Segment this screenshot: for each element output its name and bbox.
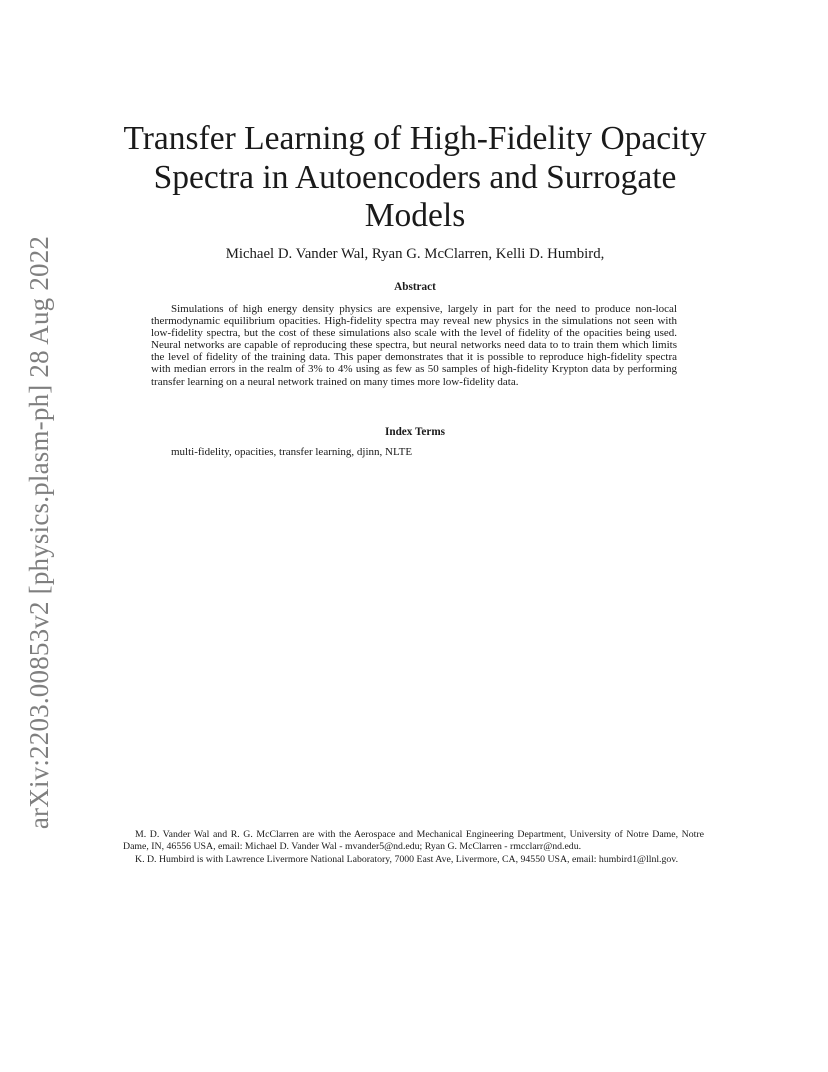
abstract-text: Simulations of high energy density physics are expensive, largely in part for the need to produce non-local thermodynamic equilibrium opacities. High-fidelity spectra may reveal new physics in the simulations not seen with low-fidelity spectra, but the cost of these simulations also scale with the level of fidelity of the opacities being used. Neural networks are capable of reproducing these spectra, but neural networks need data to to train them which limits the level of fidelity of the training data. This paper demonstrates that it is possible to reproduce high-fidelity spectra with median errors in the realm of 3% to 4% using as few as 50 samples of high-fidelity Krypton data by performing transfer learning on a neural network trained on many times more low-fidelity data. (151, 303, 677, 388)
footnote-llnl: K. D. Humbird is with Lawrence Livermore National Laboratory, 7000 East Ave, Livermore, CA, 94550 USA, email: humbird1@llnl.gov. (135, 853, 679, 865)
author-list: Michael D. Vander Wal, Ryan G. McClarren, Kelli D. Humbird, (225, 246, 605, 262)
footnote-notre-dame: M. D. Vander Wal and R. G. McClarren are with the Aerospace and Mechanical Engineering Department, University of Notre Dame, Notre Dame, IN, 46556 USA, email: Michael D. Vander Wal - mvander5@nd.edu; Ryan G. McClarren - rmcclarr@nd.edu. (123, 829, 704, 853)
arxiv-identifier[interactable]: arXiv:2203.00853v2 [physics.plasm-ph] 28 Aug 2022 (24, 235, 55, 829)
abstract-heading: Abstract (394, 281, 436, 293)
index-terms-text: multi-fidelity, opacities, transfer learning, djinn, NLTE (171, 446, 413, 458)
paper-title: Transfer Learning of High-Fidelity Opacity Spectra in Autoencoders and Surrogate Models (123, 120, 707, 234)
author-affiliation-footnote (123, 829, 704, 866)
index-terms-heading: Index Terms (385, 426, 445, 438)
arxiv-stamp (16, 232, 64, 832)
